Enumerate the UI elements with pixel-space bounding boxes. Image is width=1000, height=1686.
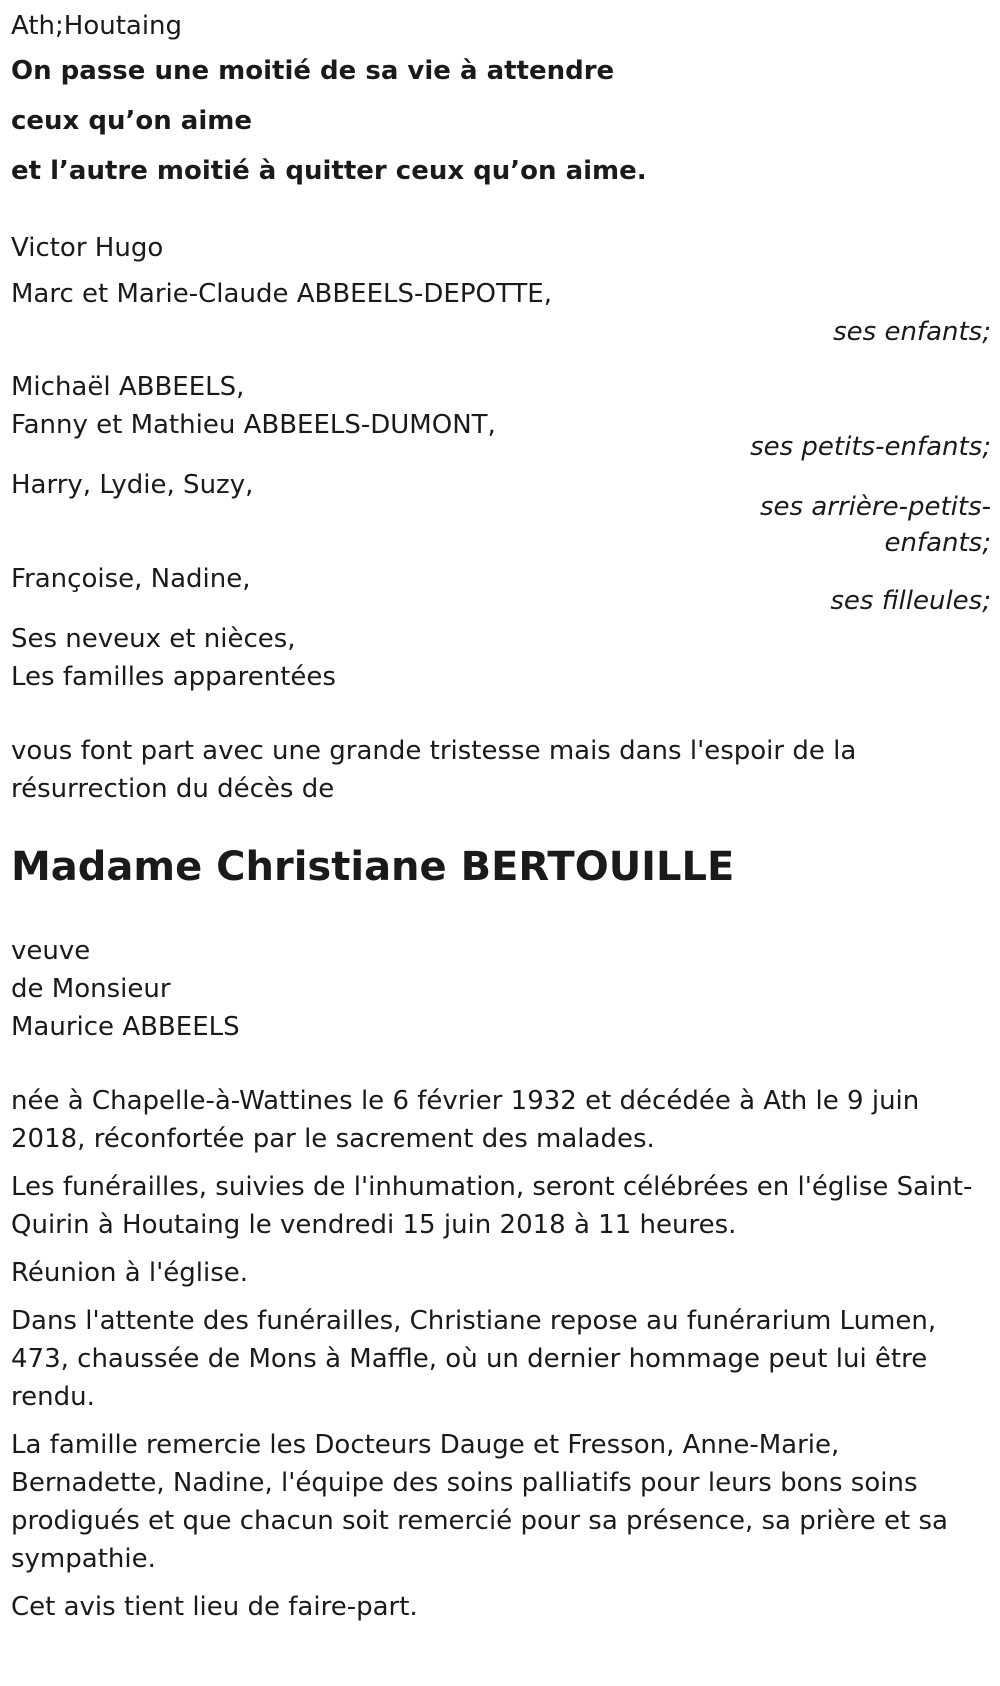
thanks-line: Bernadette, Nadine, l'équipe des soins palliatifs pour leurs bons soins [11, 1468, 918, 1498]
rest-line: Dans l'attente des funérailles, Christiane repose au funérarium Lumen, [11, 1306, 937, 1336]
thanks-line: prodigués et que chacun soit remercié pour sa présence, sa prière et sa [11, 1506, 948, 1536]
status-line: veuve [11, 936, 91, 966]
related-families: Les familles apparentées [11, 662, 336, 692]
quote-block [11, 46, 991, 196]
details [11, 1081, 991, 1627]
quote-author: Victor Hugo [11, 233, 164, 263]
location: Ath;Houtaing [11, 11, 183, 41]
children-relation: ses enfants; [833, 317, 991, 347]
great-grandchildren-relation: ses arrière-petits- [760, 492, 991, 522]
marital-status [11, 931, 991, 1047]
thanks-line: sympathie. [11, 1544, 156, 1574]
closing-line: Cet avis tient lieu de faire-part. [11, 1592, 418, 1622]
status-line: Maurice ABBEELS [11, 1012, 240, 1042]
thanks-line: La famille remercie les Docteurs Dauge et Fresson, Anne-Marie, [11, 1430, 840, 1460]
great-grandchildren-names: Harry, Lydie, Suzy, [11, 470, 254, 500]
grandchildren-names: Michaël ABBEELS, [11, 372, 245, 402]
rest-line: rendu. [11, 1382, 95, 1412]
funeral-line: Quirin à Houtaing le vendredi 15 juin 2018 à 11 heures. [11, 1210, 737, 1240]
grandchildren-names: Fanny et Mathieu ABBEELS-DUMONT, [11, 410, 496, 440]
meeting-line: Réunion à l'église. [11, 1258, 249, 1288]
obituary-document [11, 0, 991, 1627]
birth-death-line: 2018, réconfortée par le sacrement des malades. [11, 1124, 655, 1154]
rest-line: 473, chaussée de Mons à Maffle, où un dernier hommage peut lui être [11, 1344, 928, 1374]
funeral-line: Les funérailles, suivies de l'inhumation, seront célébrées en l'église Saint- [11, 1172, 973, 1202]
great-grandchildren-relation: enfants; [884, 528, 991, 558]
quote-line: ceux qu’on aime [11, 106, 252, 136]
goddaughters-relation: ses filleules; [830, 586, 991, 616]
grandchildren-relation: ses petits-enfants; [750, 432, 991, 462]
goddaughters-names: Françoise, Nadine, [11, 564, 251, 594]
announcement-line: résurrection du décès de [11, 774, 335, 804]
announcement-line: vous font part avec une grande tristesse mais dans l'espoir de la [11, 736, 857, 766]
deceased-name: Madame Christiane BERTOUILLE [11, 844, 735, 890]
family-list [11, 274, 991, 697]
quote-line: On passe une moitié de sa vie à attendre [11, 56, 615, 86]
children-names: Marc et Marie-Claude ABBEELS-DEPOTTE, [11, 279, 552, 309]
announcement [11, 731, 991, 809]
quote-line: et l’autre moitié à quitter ceux qu’on aime. [11, 156, 647, 186]
nephews-nieces: Ses neveux et nièces, [11, 624, 296, 654]
birth-death-line: née à Chapelle-à-Wattines le 6 février 1932 et décédée à Ath le 9 juin [11, 1086, 920, 1116]
status-line: de Monsieur [11, 974, 171, 1004]
